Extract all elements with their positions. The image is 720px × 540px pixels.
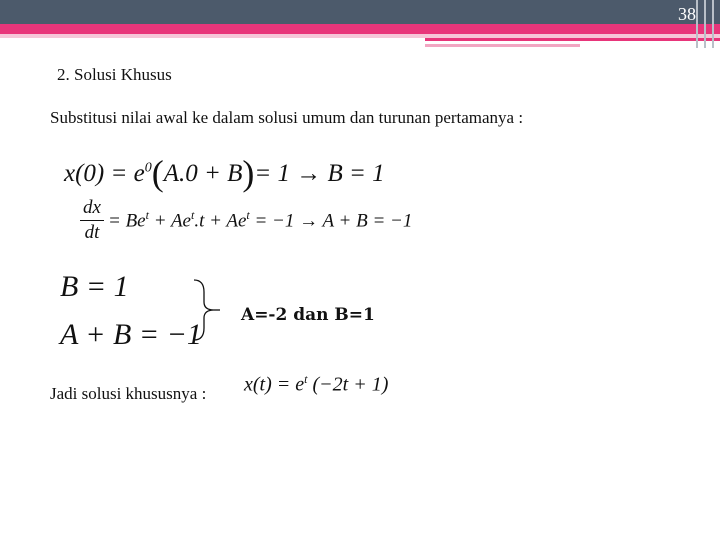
eq2-exp-3: t (246, 208, 250, 223)
accent-bar (0, 24, 720, 34)
eq1-left: x(0) = e (64, 160, 145, 187)
eq5-left: x(t) = e (244, 373, 305, 396)
section-heading: 2. Solusi Khusus (57, 65, 172, 84)
page-number: 38 (678, 4, 696, 24)
eq2-term-3: .t + Ae (194, 210, 247, 232)
accent-stripe (425, 38, 720, 41)
equation-a-plus-b: A + B = −1 (60, 318, 202, 351)
solution-constants: A=-2 dan B=1 (241, 305, 375, 325)
eq1-inner: A.0 + B (163, 160, 243, 187)
eq1-open-paren: ( (151, 153, 164, 193)
eq1-close-paren: ) (242, 153, 255, 193)
decor-line (696, 0, 698, 48)
eq5-right: (−2t + 1) (312, 373, 389, 396)
header-bar (0, 0, 720, 24)
equation-b: B = 1 (60, 270, 129, 303)
conclusion-text: Jadi solusi khususnya : (50, 384, 207, 403)
eq2-exp-2: t (191, 208, 195, 223)
decor-line (704, 0, 706, 48)
eq2-rhs (108, 208, 412, 232)
eq2-term-2: + Ae (148, 210, 191, 232)
intro-text: Substitusi nilai awal ke dalam solusi umum dan turunan pertamanya : (50, 108, 524, 127)
eq2-term-4: = −1 → A + B = −1 (249, 210, 413, 232)
right-brace-icon (192, 278, 222, 342)
eq5-exponent: t (304, 372, 308, 386)
fraction-numerator: dx (83, 197, 101, 218)
fraction-denominator: dt (84, 222, 100, 243)
decor-line (712, 0, 714, 48)
equation-initial-condition (64, 152, 385, 194)
accent-stripe-light (425, 44, 580, 47)
equation-derivative (80, 196, 412, 245)
eq2-term-1: = Be (108, 210, 146, 232)
particular-solution (244, 372, 388, 397)
eq1-exponent: 0 (144, 160, 152, 176)
eq1-right: = 1 → B = 1 (254, 160, 385, 187)
derivative-fraction (80, 196, 104, 245)
eq2-exp-1: t (145, 208, 149, 223)
